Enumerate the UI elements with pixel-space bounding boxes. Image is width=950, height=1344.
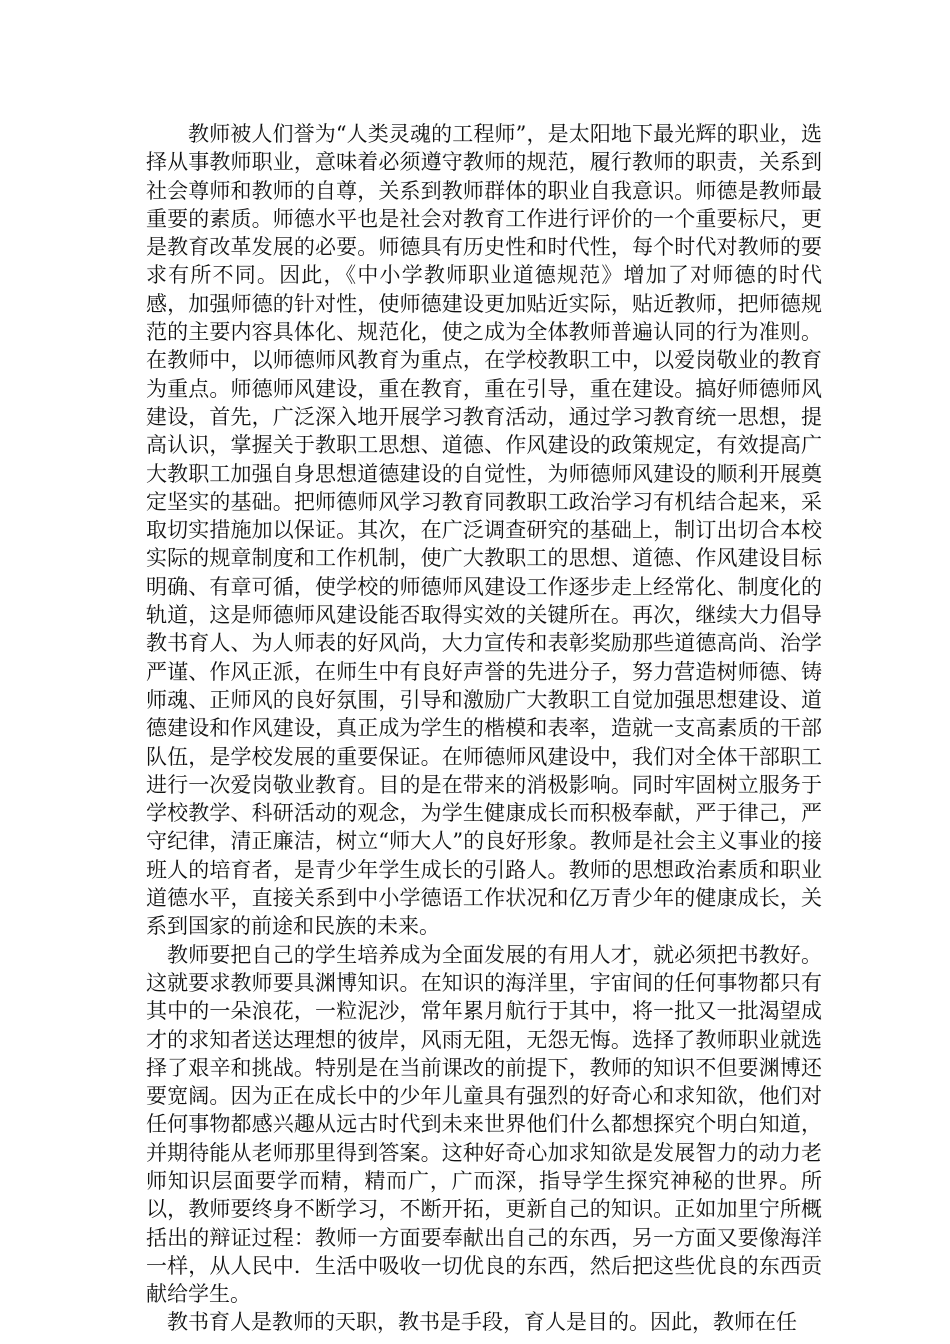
paragraph-teaching-and-educating: 教书育人是教师的天职，教书是手段，育人是目的。因此，教师在任 bbox=[167, 1310, 797, 1335]
paragraph-teacher-knowledge: 教师要把自己的学生培养成为全面发展的有用人才，就必须把书教好。这就要求教师要具渊博知识。在知识的海洋里，宇宙间的任何事物都只有其中的一朵浪花，一粒泥沙，常年累月航行于其中，将一批又一批渴望成才的求知者送达理想的彼岸，风雨无阻，无怨无悔。选择了教师职业就选择了艰辛和挑战。特别是在当前课改的前提下，教师的知识不但要渊博还要宽阔。因为正在成长中的少年儿童具有强烈的好奇心和求知欲，他们对任何事物都感兴趣从远古时代到未来世界他们什么都想探究个明白知道，并期待能从老师那里得到答案。这种好奇心加求知欲是发展智力的动力老师知识层面要学而精，精而广，广而深，指导学生探究神秘的世界。所以，教师要终身不断学习，不断开拓，更新自己的知识。正如加里宁所概括出的辩证过程：教师一方面要奉献出自己的东西，另一方面又要像海洋一样，从人民中．生活中吸收一切优良的东西，然后把这些优良的东西贡献给学生。 bbox=[146, 942, 822, 1307]
paragraph-teacher-ethics: 教师被人们誉为“人类灵魂的工程师”，是太阳地下最光辉的职业，选择从事教师职业，意味着必须遵守教师的规范，履行教师的职责，关系到社会尊师和教师的自尊，关系到教师群体的职业自我意识。师德是教师最重要的素质。师德水平也是社会对教育工作进行评价的一个重要标尺，更是教育改革发展的必要。师德具有历史性和时代性，每个时代对教师的要求有所不同。因此，《中小学教师职业道德规范》增加了对师德的时代感，加强师德的针对性，使师德建设更加贴近实际，贴近教师，把师德规范的主要内容具体化、规范化，使之成为全体教师普遍认同的行为准则。在教师中，以师德师风教育为重点，在学校教职工中，以爱岗敬业的教育为重点。师德师风建设，重在教育，重在引导，重在建设。搞好师德师风建设，首先，广泛深入地开展学习教育活动，通过学习教育统一思想，提高认识，掌握关于教职工思想、道德、作风建设的政策规定，有效提高广大教职工加强自身思想道德建设的自觉性，为师德师风建设的顺利开展奠定坚实的基础。把师德师风学习教育同教职工政治学习有机结合起来，采取切实措施加以保证。其次，在广泛调查研究的基础上，制订出切合本校实际的规章制度和工作机制，使广大教职工的思想、道德、作风建设目标明确、有章可循，使学校的师德师风建设工作逐步走上经常化、制度化的轨道，这是师德师风建设能否取得实效的关键所在。再次，继续大力倡导教书育人、为人师表的好风尚，大力宣传和表彰奖励那些道德高尚、治学严谨、作风正派，在师生中有良好声誉的先进分子，努力营造树师德、铸师魂、正师风的良好氛围，引导和激励广大教职工自觉加强思想建设、道德建设和作风建设，真正成为学生的楷模和表率，造就一支高素质的干部队伍，是学校发展的重要保证。在师德师风建设中，我们对全体干部职工进行一次爱岗敬业教育。目的是在带来的消极影响。同时牢固树立服务于学校教学、科研活动的观念，为学生健康成长而积极奉献，严于律己，严守纪律，清正廉洁，树立“师大人”的良好形象。教师是社会主义事业的接班人的培育者，是青少年学生成长的引路人。教师的思想政治素质和职业道德水平，直接关系到中小学德语工作状况和亿万青少年的健康成长，关系到国家的前途和民族的未来。 bbox=[146, 122, 822, 939]
document-body bbox=[146, 120, 822, 1337]
